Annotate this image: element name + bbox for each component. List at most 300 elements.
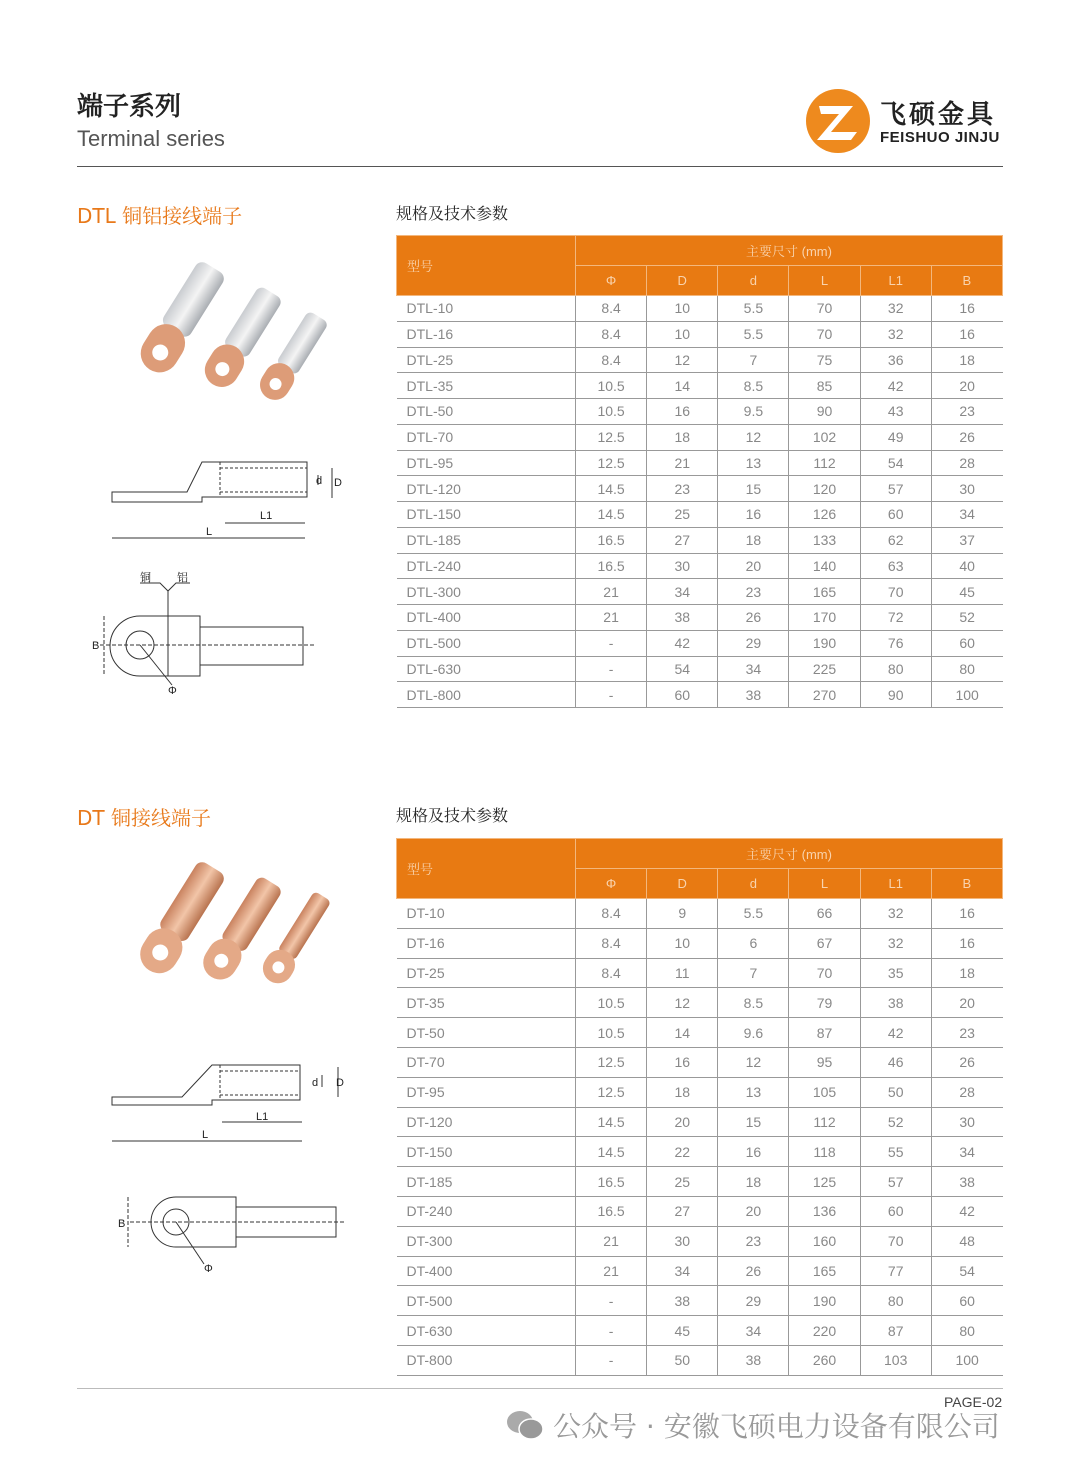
table-cell: 34 <box>931 502 1002 528</box>
table-cell: 12 <box>647 347 718 373</box>
table-cell: 10 <box>647 296 718 322</box>
group-header: 主要尺寸 (mm) <box>576 839 1003 869</box>
model-cell: DT-25 <box>397 958 576 988</box>
table-cell: 12 <box>718 1047 789 1077</box>
label-phi: Φ <box>204 1263 213 1275</box>
page-title: 端子系列 <box>77 92 182 122</box>
table-cell: 95 <box>789 1047 860 1077</box>
table-cell: 140 <box>789 553 860 579</box>
table-cell: 20 <box>931 373 1002 399</box>
model-cell: DT-185 <box>397 1167 576 1197</box>
table-cell: 43 <box>860 399 931 425</box>
table-cell: 18 <box>931 958 1002 988</box>
table-cell: 34 <box>647 1256 718 1286</box>
table-cell: 29 <box>718 1286 789 1316</box>
table-cell: 270 <box>789 682 860 708</box>
table-cell: 87 <box>789 1018 860 1048</box>
model-cell: DTL-300 <box>397 579 576 605</box>
table-cell: 52 <box>931 605 1002 631</box>
table-cell: 16.5 <box>576 553 647 579</box>
table-row <box>397 899 1003 929</box>
table-cell: 80 <box>931 656 1002 682</box>
table-cell: 25 <box>647 502 718 528</box>
model-cell: DTL-500 <box>397 630 576 656</box>
table-cell: 55 <box>860 1137 931 1167</box>
table-cell: 21 <box>576 605 647 631</box>
table-cell: 15 <box>718 1107 789 1137</box>
table-cell: 14.5 <box>576 502 647 528</box>
wechat-icon <box>505 1409 545 1441</box>
model-cell: DTL-150 <box>397 502 576 528</box>
model-cell: DT-630 <box>397 1316 576 1346</box>
model-cell: DTL-120 <box>397 476 576 502</box>
table-cell: 14.5 <box>576 1137 647 1167</box>
table-row <box>397 1137 1003 1167</box>
table-cell: 26 <box>931 1047 1002 1077</box>
table-cell: 11 <box>647 958 718 988</box>
model-cell: DTL-185 <box>397 527 576 553</box>
table-cell: 16 <box>647 399 718 425</box>
table-cell: 38 <box>647 1286 718 1316</box>
table-cell: - <box>576 656 647 682</box>
table-cell: 16.5 <box>576 1167 647 1197</box>
table-cell: 67 <box>789 928 860 958</box>
label-L1: L1 <box>256 1111 269 1123</box>
label-phi: Φ <box>168 685 177 697</box>
table-cell: 8.4 <box>576 321 647 347</box>
table-cell: 50 <box>647 1345 718 1375</box>
table-cell: 30 <box>931 1107 1002 1137</box>
table-cell: 160 <box>789 1226 860 1256</box>
dtl-product-photo <box>110 255 340 415</box>
model-cell: DTL-70 <box>397 424 576 450</box>
table-row <box>397 1047 1003 1077</box>
table-cell: 32 <box>860 899 931 929</box>
table-cell: 38 <box>860 988 931 1018</box>
table-cell: 16 <box>931 928 1002 958</box>
table-cell: 45 <box>647 1316 718 1346</box>
table-row <box>397 1196 1003 1226</box>
table-row <box>397 1018 1003 1048</box>
table-cell: 85 <box>789 373 860 399</box>
table-cell: 103 <box>860 1345 931 1375</box>
table-cell: 165 <box>789 579 860 605</box>
table-cell: 10.5 <box>576 399 647 425</box>
table-cell: 38 <box>718 682 789 708</box>
table-cell: 70 <box>860 1226 931 1256</box>
column-header: Φ <box>576 266 647 296</box>
table-cell: 60 <box>647 682 718 708</box>
model-cell: DTL-50 <box>397 399 576 425</box>
logo-mark-icon <box>805 86 875 156</box>
table-cell: 16.5 <box>576 527 647 553</box>
table-cell: 22 <box>647 1137 718 1167</box>
model-header: 型号 <box>397 236 576 296</box>
table-row <box>397 1226 1003 1256</box>
table-cell: 7 <box>718 347 789 373</box>
label-L: L <box>206 526 213 538</box>
table-cell: 12.5 <box>576 450 647 476</box>
table-row <box>397 424 1003 450</box>
table-cell: 100 <box>931 682 1002 708</box>
table-row <box>397 1256 1003 1286</box>
table-cell: 23 <box>718 1226 789 1256</box>
table-cell: 8.4 <box>576 958 647 988</box>
model-cell: DT-95 <box>397 1077 576 1107</box>
table-cell: 190 <box>789 630 860 656</box>
table-cell: 9 <box>647 899 718 929</box>
table-cell: 12 <box>647 988 718 1018</box>
model-cell: DT-35 <box>397 988 576 1018</box>
table-row <box>397 682 1003 708</box>
dt-spec-table <box>396 838 1003 1376</box>
table-cell: 18 <box>718 527 789 553</box>
table-cell: 27 <box>647 1196 718 1226</box>
table-cell: 112 <box>789 450 860 476</box>
table-cell: 45 <box>931 579 1002 605</box>
table-cell: 49 <box>860 424 931 450</box>
label-D: D <box>336 1077 344 1089</box>
table-cell: 28 <box>931 450 1002 476</box>
table-cell: 30 <box>647 553 718 579</box>
table-cell: 136 <box>789 1196 860 1226</box>
model-cell: DT-120 <box>397 1107 576 1137</box>
table-cell: 54 <box>647 656 718 682</box>
column-header: L <box>789 869 860 899</box>
table-cell: 32 <box>860 928 931 958</box>
column-header: Φ <box>576 869 647 899</box>
table-cell: 100 <box>931 1345 1002 1375</box>
table-cell: 16 <box>931 321 1002 347</box>
table-cell: 12.5 <box>576 1077 647 1107</box>
table-cell: 14 <box>647 1018 718 1048</box>
dtl-technical-drawing <box>92 450 360 710</box>
label-d: d <box>312 1077 319 1089</box>
table-cell: 7 <box>718 958 789 988</box>
model-cell: DTL-16 <box>397 321 576 347</box>
table-cell: 23 <box>931 1018 1002 1048</box>
table-cell: 13 <box>718 450 789 476</box>
table-cell: 26 <box>718 605 789 631</box>
model-cell: DT-10 <box>397 899 576 929</box>
table-cell: 42 <box>860 1018 931 1048</box>
table-cell: 18 <box>718 1167 789 1197</box>
table-row <box>397 656 1003 682</box>
model-cell: DTL-400 <box>397 605 576 631</box>
table-row <box>397 399 1003 425</box>
table-cell: 21 <box>576 1256 647 1286</box>
table-cell: 23 <box>647 476 718 502</box>
table-row <box>397 450 1003 476</box>
spec-title-dt: 规格及技术参数 <box>396 806 509 825</box>
section-title-dtl: DTL 铜铝接线端子 <box>77 204 243 228</box>
model-cell: DTL-800 <box>397 682 576 708</box>
table-cell: 120 <box>789 476 860 502</box>
table-cell: 21 <box>576 579 647 605</box>
table-header-row <box>397 839 1003 869</box>
table-cell: 16 <box>931 296 1002 322</box>
table-cell: 6 <box>718 928 789 958</box>
label-D: D <box>334 477 342 489</box>
table-cell: 60 <box>860 1196 931 1226</box>
table-cell: 34 <box>718 656 789 682</box>
table-cell: - <box>576 1316 647 1346</box>
table-cell: 20 <box>718 553 789 579</box>
table-cell: 5.5 <box>718 899 789 929</box>
model-cell: DT-70 <box>397 1047 576 1077</box>
table-cell: 12.5 <box>576 424 647 450</box>
table-cell: 63 <box>860 553 931 579</box>
table-cell: 54 <box>860 450 931 476</box>
column-header: D <box>647 266 718 296</box>
table-cell: 8.4 <box>576 928 647 958</box>
dtl-spec-table <box>396 235 1003 708</box>
table-cell: 27 <box>647 527 718 553</box>
table-cell: 18 <box>647 1077 718 1107</box>
column-header: B <box>931 869 1002 899</box>
table-cell: 16.5 <box>576 1196 647 1226</box>
table-header-row <box>397 236 1003 266</box>
column-header: L <box>789 266 860 296</box>
model-cell: DT-150 <box>397 1137 576 1167</box>
table-cell: 10 <box>647 321 718 347</box>
table-cell: 80 <box>860 656 931 682</box>
table-cell: 220 <box>789 1316 860 1346</box>
table-row <box>397 527 1003 553</box>
table-row <box>397 1167 1003 1197</box>
model-cell: DT-16 <box>397 928 576 958</box>
table-cell: 12.5 <box>576 1047 647 1077</box>
table-cell: 26 <box>718 1256 789 1286</box>
table-cell: 118 <box>789 1137 860 1167</box>
table-cell: 25 <box>647 1167 718 1197</box>
table-row <box>397 321 1003 347</box>
table-cell: - <box>576 682 647 708</box>
table-cell: 10.5 <box>576 988 647 1018</box>
column-header: d <box>718 869 789 899</box>
table-cell: 112 <box>789 1107 860 1137</box>
table-cell: 16 <box>718 502 789 528</box>
table-row <box>397 579 1003 605</box>
table-row <box>397 296 1003 322</box>
table-cell: - <box>576 1286 647 1316</box>
table-cell: 102 <box>789 424 860 450</box>
table-cell: 57 <box>860 1167 931 1197</box>
table-cell: 10.5 <box>576 1018 647 1048</box>
table-cell: 76 <box>860 630 931 656</box>
table-cell: 38 <box>931 1167 1002 1197</box>
table-cell: 125 <box>789 1167 860 1197</box>
model-cell: DTL-95 <box>397 450 576 476</box>
table-cell: 14 <box>647 373 718 399</box>
table-cell: 32 <box>860 296 931 322</box>
table-cell: 260 <box>789 1345 860 1375</box>
table-row <box>397 553 1003 579</box>
table-row <box>397 1077 1003 1107</box>
table-cell: 14.5 <box>576 476 647 502</box>
table-cell: 20 <box>931 988 1002 1018</box>
table-cell: 15 <box>718 476 789 502</box>
table-cell: 36 <box>860 347 931 373</box>
table-cell: 40 <box>931 553 1002 579</box>
table-cell: 42 <box>860 373 931 399</box>
logo-text-cn: 飞硕金具 <box>880 100 997 130</box>
table-cell: 57 <box>860 476 931 502</box>
table-cell: 8.5 <box>718 988 789 1018</box>
table-cell: 10.5 <box>576 373 647 399</box>
table-cell: 10 <box>647 928 718 958</box>
table-cell: 62 <box>860 527 931 553</box>
dt-product-photo <box>110 855 350 995</box>
model-cell: DTL-10 <box>397 296 576 322</box>
table-cell: 60 <box>860 502 931 528</box>
label-L: L <box>202 1129 209 1141</box>
model-cell: DTL-25 <box>397 347 576 373</box>
footer-watermark <box>505 1405 1000 1445</box>
table-cell: 79 <box>789 988 860 1018</box>
table-row <box>397 605 1003 631</box>
table-cell: 35 <box>860 958 931 988</box>
table-cell: 90 <box>860 682 931 708</box>
table-cell: 28 <box>931 1077 1002 1107</box>
table-row <box>397 1316 1003 1346</box>
table-cell: 18 <box>931 347 1002 373</box>
table-cell: 42 <box>647 630 718 656</box>
group-header: 主要尺寸 (mm) <box>576 236 1003 266</box>
table-cell: 105 <box>789 1077 860 1107</box>
label-B: B <box>118 1218 126 1230</box>
table-cell: 225 <box>789 656 860 682</box>
table-cell: 72 <box>860 605 931 631</box>
brand-logo <box>805 86 1015 156</box>
label-aluminum: 铝 <box>177 572 188 584</box>
table-cell: 38 <box>647 605 718 631</box>
table-cell: 29 <box>718 630 789 656</box>
table-cell: 87 <box>860 1316 931 1346</box>
table-row <box>397 928 1003 958</box>
model-cell: DT-240 <box>397 1196 576 1226</box>
label-B: B <box>92 640 100 652</box>
table-cell: 54 <box>931 1256 1002 1286</box>
label-L1: L1 <box>260 510 273 522</box>
label-d: d <box>316 475 323 487</box>
table-cell: 30 <box>647 1226 718 1256</box>
footer-account-text: 公众号 · 安徽飞硕电力设备有限公司 <box>553 1410 1000 1443</box>
table-row <box>397 347 1003 373</box>
model-cell: DTL-35 <box>397 373 576 399</box>
table-cell: - <box>576 630 647 656</box>
table-cell: 9.5 <box>718 399 789 425</box>
table-cell: 52 <box>860 1107 931 1137</box>
table-cell: 18 <box>647 424 718 450</box>
label-copper: 铜 <box>140 572 151 584</box>
table-cell: 133 <box>789 527 860 553</box>
table-cell: 70 <box>789 958 860 988</box>
table-cell: 38 <box>718 1345 789 1375</box>
column-header: D <box>647 869 718 899</box>
table-cell: 66 <box>789 899 860 929</box>
table-row <box>397 502 1003 528</box>
table-cell: 190 <box>789 1286 860 1316</box>
table-cell: 20 <box>718 1196 789 1226</box>
table-cell: 34 <box>718 1316 789 1346</box>
table-row <box>397 988 1003 1018</box>
table-cell: 5.5 <box>718 321 789 347</box>
model-cell: DT-400 <box>397 1256 576 1286</box>
table-cell: 5.5 <box>718 296 789 322</box>
table-cell: 80 <box>860 1286 931 1316</box>
table-cell: 46 <box>860 1047 931 1077</box>
table-cell: 32 <box>860 321 931 347</box>
table-cell: 23 <box>931 399 1002 425</box>
model-cell: DT-50 <box>397 1018 576 1048</box>
table-row <box>397 1107 1003 1137</box>
table-cell: 8.5 <box>718 373 789 399</box>
table-cell: 14.5 <box>576 1107 647 1137</box>
table-cell: 126 <box>789 502 860 528</box>
table-cell: 16 <box>931 899 1002 929</box>
table-cell: 20 <box>647 1107 718 1137</box>
table-cell: 34 <box>931 1137 1002 1167</box>
table-cell: 37 <box>931 527 1002 553</box>
table-cell: 170 <box>789 605 860 631</box>
dt-technical-drawing <box>100 1055 360 1285</box>
table-row <box>397 958 1003 988</box>
table-cell: 23 <box>718 579 789 605</box>
column-header: L1 <box>860 869 931 899</box>
table-cell: 70 <box>789 321 860 347</box>
table-cell: 13 <box>718 1077 789 1107</box>
model-header: 型号 <box>397 839 576 899</box>
table-cell: 70 <box>860 579 931 605</box>
table-row <box>397 1345 1003 1375</box>
table-cell: 77 <box>860 1256 931 1286</box>
column-header: L1 <box>860 266 931 296</box>
logo-text-en: FEISHUO JINJU <box>880 129 1000 146</box>
model-cell: DT-800 <box>397 1345 576 1375</box>
column-header: B <box>931 266 1002 296</box>
table-cell: 70 <box>789 296 860 322</box>
table-cell: 75 <box>789 347 860 373</box>
table-row <box>397 1286 1003 1316</box>
divider <box>77 1388 1003 1389</box>
table-cell: 30 <box>931 476 1002 502</box>
table-row <box>397 630 1003 656</box>
table-row <box>397 476 1003 502</box>
table-cell: 34 <box>647 579 718 605</box>
section-title-dt: DT 铜接线端子 <box>77 806 211 830</box>
page-subtitle: Terminal series <box>77 126 225 151</box>
model-cell: DT-500 <box>397 1286 576 1316</box>
table-cell: 21 <box>647 450 718 476</box>
table-cell: 16 <box>647 1047 718 1077</box>
table-cell: 60 <box>931 1286 1002 1316</box>
spec-title-dtl: 规格及技术参数 <box>396 204 509 223</box>
table-cell: 60 <box>931 630 1002 656</box>
model-cell: DT-300 <box>397 1226 576 1256</box>
table-cell: 165 <box>789 1256 860 1286</box>
table-row <box>397 373 1003 399</box>
table-cell: 80 <box>931 1316 1002 1346</box>
divider <box>77 166 1003 167</box>
table-cell: 8.4 <box>576 296 647 322</box>
column-header: d <box>718 266 789 296</box>
table-cell: 42 <box>931 1196 1002 1226</box>
table-cell: 12 <box>718 424 789 450</box>
table-cell: 90 <box>789 399 860 425</box>
table-cell: 50 <box>860 1077 931 1107</box>
table-cell: 8.4 <box>576 899 647 929</box>
